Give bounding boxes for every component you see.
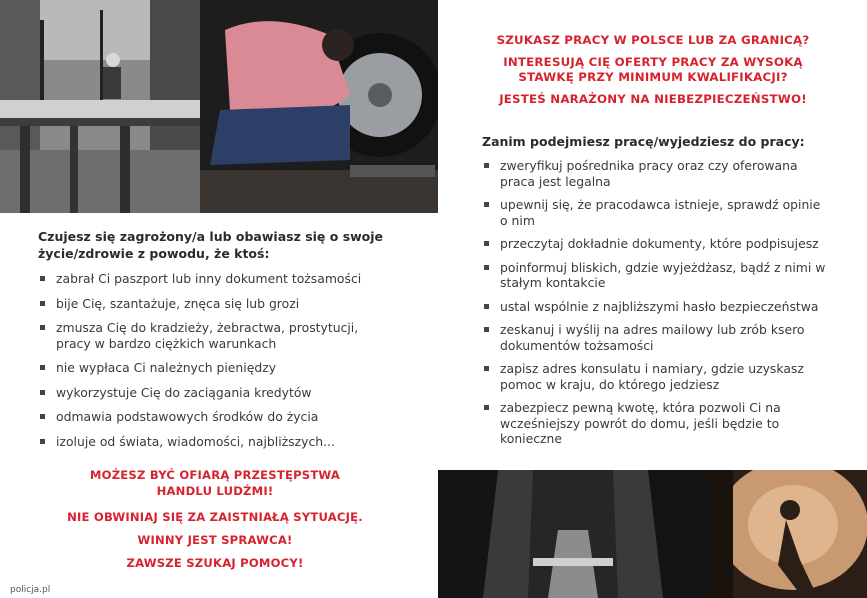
perpetrator-text: WINNY JEST SPRAWCA!: [137, 533, 293, 547]
danger-warning: JESTEŚ NARAŻONY NA NIEBEZPIECZEŃSTWO!: [499, 92, 807, 106]
list-item: wykorzystuje Cię do zaciągania kredytów: [28, 385, 428, 401]
list-item: zeskanuj i wyślij na adres mailowy lub zrób ksero dokumentów tożsamości: [468, 322, 858, 353]
list-item: upewnij się, że pracodawca istnieje, sprawdź opinie o nim: [468, 197, 858, 228]
shadow-silhouette-photo: [708, 470, 867, 598]
list-item: zabezpiecz pewną kwotę, która pozwoli Ci na wcześniejszy powrót do domu, jeśli będzie to konieczne: [468, 400, 858, 447]
victim-alert: [78, 468, 352, 499]
source-credit: policja.pl: [10, 585, 51, 595]
list-item: izoluje od świata, wiadomości, najbliższych...: [28, 434, 428, 450]
car-repair-photo: [200, 0, 438, 213]
question-work-abroad: SZUKASZ PRACY W POLSCE LUB ZA GRANICĄ?: [496, 33, 810, 47]
list-item: odmawia podstawowych środków do życia: [28, 409, 428, 425]
list-item: zapisz adres konsulatu i namiary, gdzie uzyskasz pomoc w kraju, do którego jedziesz: [468, 361, 858, 392]
seek-help-alert: [28, 556, 402, 572]
list-item: ustal wspólnie z najbliższymi hasło bezpieczeństwa: [468, 299, 858, 315]
job-offer-questions: [478, 33, 828, 114]
precautions-list: [468, 158, 858, 447]
warning-signs-lead: Czujesz się zagrożony/a lub obawiasz się o swoje życie/zdrowie z powodu, że ktoś:: [38, 229, 384, 261]
construction-worker-photo: [0, 0, 200, 213]
question-high-pay: INTERESUJĄ CIĘ OFERTY PRACY ZA WYSOKĄ STAWKĘ PRZY MINIMUM KWALIFIKACJI?: [503, 55, 803, 84]
list-item: bije Cię, szantażuje, znęca się lub grozi: [28, 296, 428, 312]
list-item: zweryfikuj pośrednika pracy oraz czy oferowana praca jest legalna: [468, 158, 858, 189]
seek-help-text: ZAWSZE SZUKAJ POMOCY!: [126, 556, 304, 570]
precautions-lead: Zanim podejmiesz pracę/wyjedziesz do pracy:: [482, 134, 805, 149]
no-blame-alert: [28, 510, 402, 526]
victim-alert-text: MOŻESZ BYĆ OFIARĄ PRZESTĘPSTWA HANDLU LUDŹMI!: [89, 468, 341, 498]
bound-hands-photo: [438, 470, 708, 598]
precautions-section: [468, 133, 858, 455]
list-item: nie wypłaca Ci należnych pieniędzy: [28, 360, 428, 376]
list-item: zmusza Cię do kradzieży, żebractwa, prostytucji, pracy w bardzo ciężkich warunkach: [28, 320, 428, 351]
list-item: poinformuj bliskich, gdzie wyjeżdżasz, bądź z nimi w stałym kontakcie: [468, 260, 858, 291]
perpetrator-alert: [28, 533, 402, 549]
list-item: przeczytaj dokładnie dokumenty, które podpisujesz: [468, 236, 858, 252]
no-blame-text: NIE OBWINIAJ SIĘ ZA ZAISTNIAŁĄ SYTUACJĘ.: [67, 510, 363, 524]
list-item: zabrał Ci paszport lub inny dokument tożsamości: [28, 271, 428, 287]
warning-signs-list: [28, 271, 428, 449]
warning-signs-section: [28, 228, 428, 458]
